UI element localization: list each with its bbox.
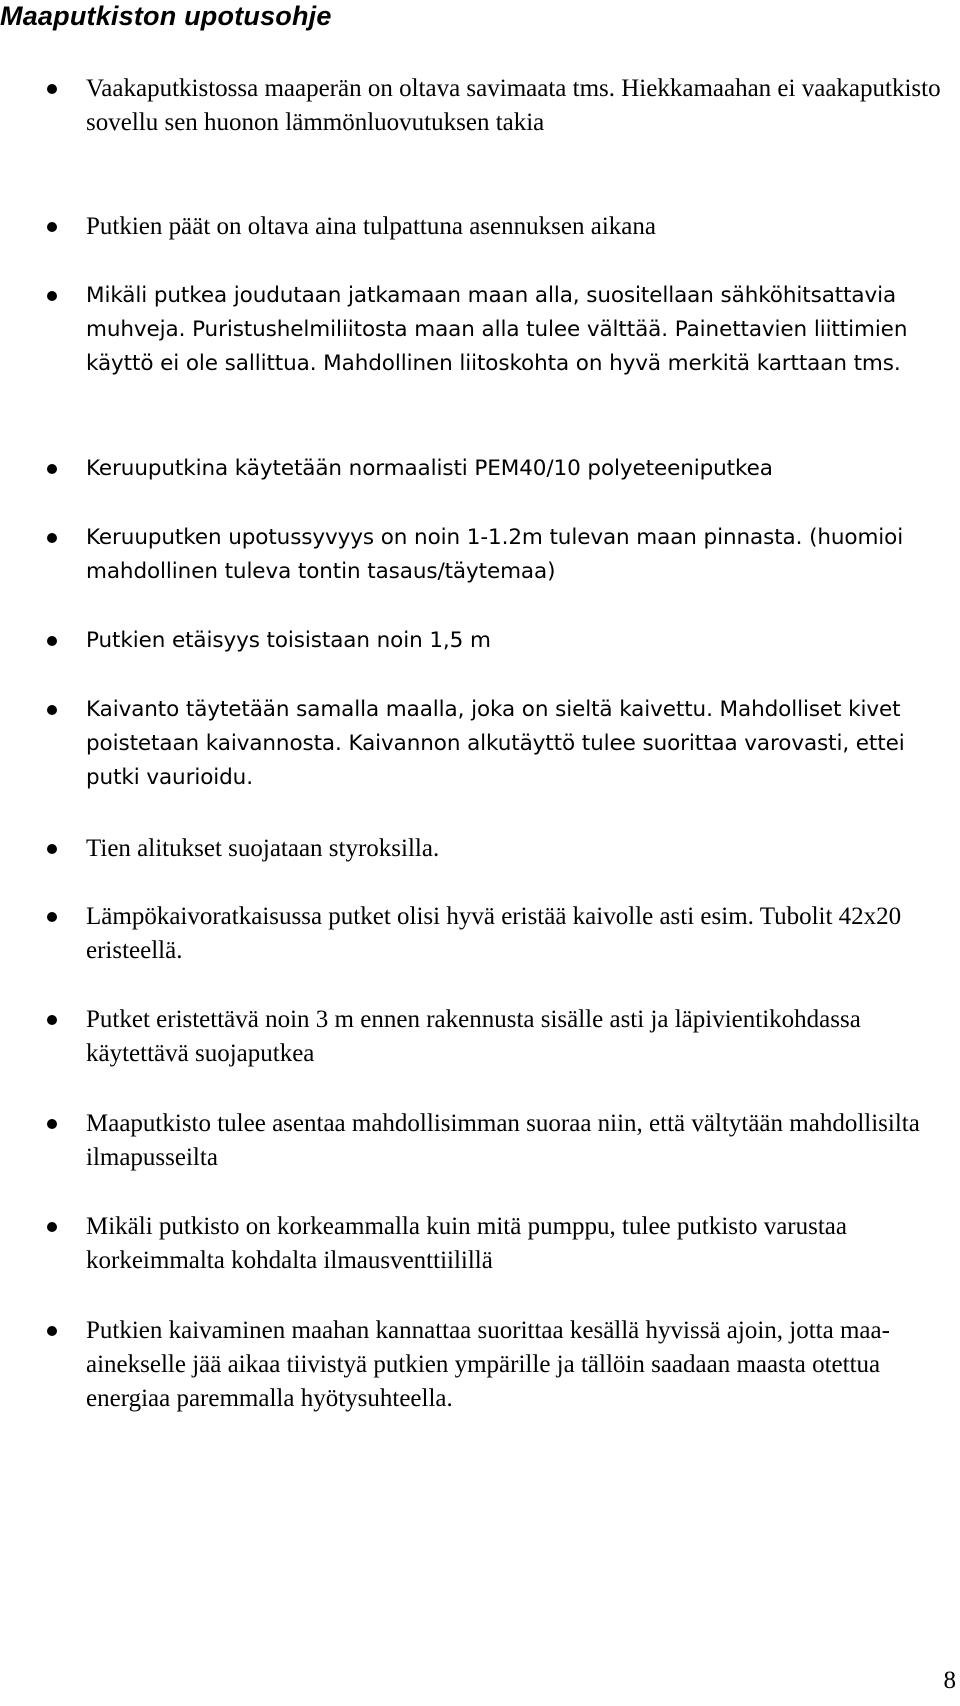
list-item-text: Putkien etäisyys toisistaan noin 1,5 m (86, 628, 491, 653)
page-number: 8 (943, 1667, 956, 1694)
bullet-icon (47, 1222, 57, 1232)
list-item (86, 1210, 956, 1278)
bullet-icon (47, 291, 57, 301)
list-item-text: Putkien kaivaminen maahan kannattaa suorittaa kesällä hyvissä ajoin, jotta maa-ainekselle jää aikaa tiivistyä putkien ympärille ja tällöin saadaan maasta otettua energiaa paremmalla hyötysuhteella. (86, 1317, 890, 1412)
bullet-icon (47, 844, 57, 854)
bullet-icon (47, 636, 57, 646)
list-item-text: Keruuputkina käytetään normaalisti PEM40/10 polyeteeniputkea (86, 456, 773, 481)
list-item (86, 1107, 956, 1175)
bullet-icon (47, 84, 57, 94)
page-title: Maaputkiston upotusohje (0, 1, 332, 31)
list-item-text: Keruuputken upotussyvyys on noin 1-1.2m tulevan maan pinnasta. (huomioi mahdollinen tuleva tontin tasaus/täytemaa) (86, 525, 904, 584)
bullet-icon (47, 912, 57, 922)
list-item (86, 900, 956, 968)
bullet-icon (47, 464, 57, 474)
bullet-icon (47, 222, 57, 232)
list-item (86, 521, 956, 589)
list-item (86, 72, 956, 140)
bullet-icon (47, 1326, 57, 1336)
bullet-icon (47, 533, 57, 543)
list-item-text: Putket eristettävä noin 3 m ennen rakennusta sisälle asti ja läpivientikohdassa käytettävä suojaputkea (86, 1006, 861, 1067)
list-item (86, 210, 956, 244)
list-item-text: Mikäli putkisto on korkeammalla kuin mitä pumppu, tulee putkisto varustaa korkeimmalta kohdalta ilmausventtiilillä (86, 1213, 847, 1274)
list-item-text: Kaivanto täytetään samalla maalla, joka on sieltä kaivettu. Mahdolliset kivet poistetaan kaivannosta. Kaivannon alkutäyttö tulee suorittaa varovasti, ettei putki vaurioidu. (86, 697, 905, 790)
bullet-icon (47, 1119, 57, 1129)
list-item (86, 832, 956, 866)
list-item (86, 1314, 956, 1416)
list-item (86, 624, 956, 658)
list-item (86, 1003, 956, 1071)
list-item (86, 279, 956, 381)
list-item-text: Tien alitukset suojataan styroksilla. (86, 835, 440, 862)
list-item (86, 693, 956, 795)
list-item-text: Mikäli putkea joudutaan jatkamaan maan alla, suositellaan sähköhitsattavia muhveja. Puristushelmiliitosta maan alla tulee välttää. Painettavien liittimien käyttö ei ole sallittua. Mahdollinen liitoskohta on hyvä merkitä karttaan tms. (86, 283, 908, 376)
bullet-icon (47, 1015, 57, 1025)
bullet-icon (47, 705, 57, 715)
list-item-text: Vaakaputkistossa maaperän on oltava savimaata tms. Hiekkamaahan ei vaakaputkisto sovellu sen huonon lämmönluovutuksen takia (86, 75, 941, 136)
list-item-text: Putkien päät on oltava aina tulpattuna asennuksen aikana (86, 213, 656, 240)
list-item-text: Lämpökaivoratkaisussa putket olisi hyvä eristää kaivolle asti esim. Tubolit 42x20 eristeellä. (86, 903, 902, 964)
list-item (86, 452, 956, 486)
list-item-text: Maaputkisto tulee asentaa mahdollisimman suoraa niin, että vältytään mahdollisilta ilmapusseilta (86, 1110, 920, 1171)
